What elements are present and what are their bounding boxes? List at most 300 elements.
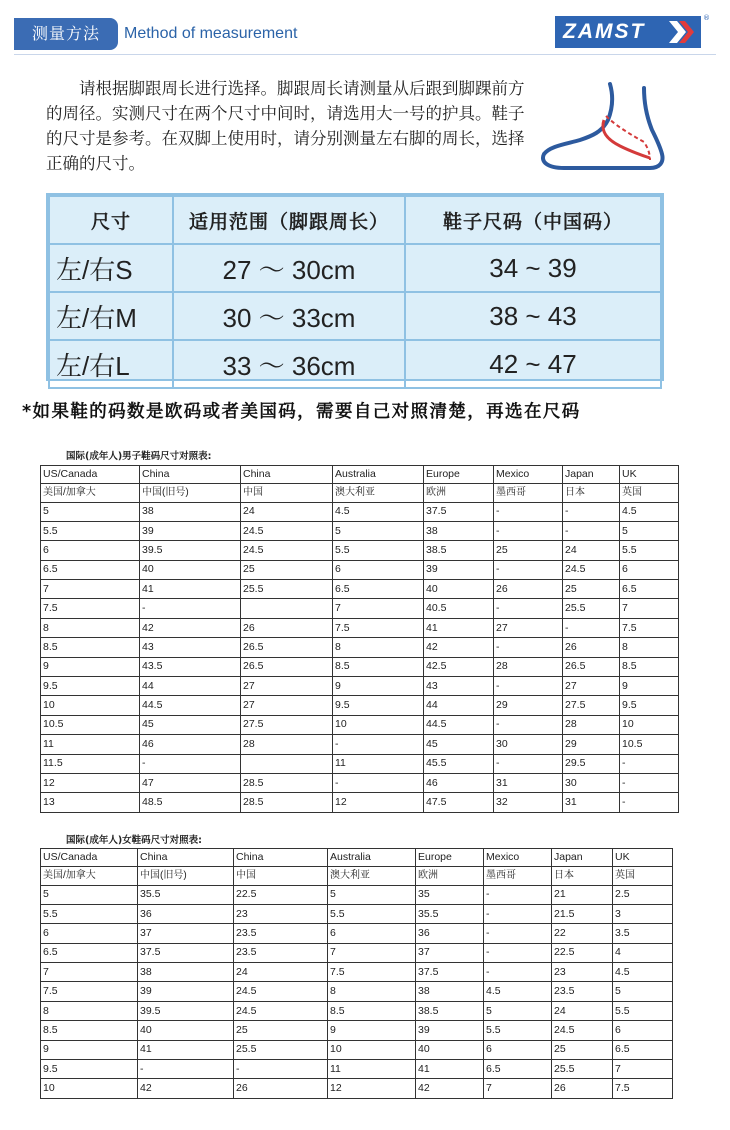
foot-measurement-illustration [540,80,668,175]
table-header-row [41,483,679,502]
size-shoe: 34 ~ 39 [405,244,661,292]
table-cell: 5.5 [41,521,140,540]
table-cell: 35.5 [416,904,484,923]
table-row [41,885,673,904]
table-cell: 27 [563,677,620,696]
table-cell: 26.5 [241,657,333,676]
brand-name: ZAMST [563,20,646,43]
table-cell: 7 [333,599,424,618]
table-cell: 8 [328,982,416,1001]
table-row [41,963,673,982]
table-cell: 48.5 [140,793,241,812]
table-cell [241,599,333,618]
table-cell: 9.5 [41,1060,138,1079]
table-cell: 9 [333,677,424,696]
table-cell [241,754,333,773]
table-cell: 38 [140,502,241,521]
table-cell: 5 [41,885,138,904]
table-cell: 4.5 [620,502,679,521]
table-cell: US/Canada [41,849,138,867]
table-header-row [41,849,673,867]
table-cell: - [563,521,620,540]
table-cell: 12 [328,1079,416,1098]
size-range: 33 ～ 36cm [173,340,405,388]
table-cell: 8.5 [333,657,424,676]
table-row [41,1040,673,1059]
table-row [41,1001,673,1020]
table-cell: 10 [333,715,424,734]
table-cell: 9 [620,677,679,696]
table-cell: 43 [140,638,241,657]
table-cell: 9.5 [333,696,424,715]
table-cell: 26 [563,638,620,657]
table-cell: 22.5 [234,885,328,904]
table-cell: 5 [484,1001,552,1020]
table-row [41,696,679,715]
table-cell: 27.5 [241,715,333,734]
table-cell: 5.5 [41,904,138,923]
table-row [41,943,673,962]
table-cell: 41 [416,1060,484,1079]
size-chart [46,193,664,381]
table-cell: 11 [333,754,424,773]
table-cell: 6.5 [41,560,140,579]
table-cell: - [620,754,679,773]
table-cell: 9.5 [41,677,140,696]
table-cell: Australia [333,466,424,484]
table-cell: 25.5 [563,599,620,618]
table-cell: 46 [140,735,241,754]
table-cell: 澳大利亚 [333,483,424,502]
table-cell: 24.5 [241,521,333,540]
table-cell: 10.5 [41,715,140,734]
table-cell: 5.5 [484,1021,552,1040]
table-cell: 25 [494,541,563,560]
table-header-row [41,466,679,484]
table-row [41,560,679,579]
table-cell: 45 [424,735,494,754]
intro-text [46,76,536,176]
table-cell: 24 [552,1001,613,1020]
table-cell: 39 [424,560,494,579]
table-cell: 英国 [613,866,673,885]
header-divider [14,54,716,55]
table-cell: 6 [333,560,424,579]
table-cell: - [333,735,424,754]
table-row [41,541,679,560]
table-cell: 墨西哥 [484,866,552,885]
table-cell: 3 [613,904,673,923]
table-cell: 38 [138,963,234,982]
size-shoe: 38 ~ 43 [405,292,661,340]
table-cell: - [620,793,679,812]
table-cell: 26.5 [241,638,333,657]
table-cell: 6 [41,924,138,943]
table-row [41,1021,673,1040]
table-cell: 22 [552,924,613,943]
table-cell: 澳大利亚 [328,866,416,885]
table-cell: 40 [140,560,241,579]
table-cell: 38 [424,521,494,540]
table-cell: 24.5 [234,1001,328,1020]
table-cell: 5.5 [333,541,424,560]
table-cell: 6.5 [484,1060,552,1079]
table-cell: 6 [484,1040,552,1059]
table-cell: 22.5 [552,943,613,962]
table-cell: 44.5 [140,696,241,715]
size-header-range: 适用范围（脚跟周长） [173,196,405,244]
table-cell: - [620,773,679,792]
table-cell: 8.5 [41,1021,138,1040]
table-cell: 5 [333,521,424,540]
table-cell: 24 [241,502,333,521]
table-cell: China [140,466,241,484]
table-row [41,793,679,812]
table-cell: 23.5 [552,982,613,1001]
header-title-en: Method of measurement [124,25,298,42]
table-cell: 7.5 [41,599,140,618]
table-cell: 5 [41,502,140,521]
table-row [41,1079,673,1098]
women-table-caption: 国际(成年人)女鞋码尺寸对照表: [66,835,202,846]
table-row [41,657,679,676]
table-cell: 6 [620,560,679,579]
table-cell: 6 [613,1021,673,1040]
table-row [41,580,679,599]
table-cell: 25.5 [234,1040,328,1059]
men-shoe-size-table [40,465,679,813]
table-cell: - [484,885,552,904]
table-cell: 9 [41,1040,138,1059]
table-cell: 28.5 [241,793,333,812]
table-cell: 36 [138,904,234,923]
table-cell: 42 [140,618,241,637]
table-cell: 5.5 [613,1001,673,1020]
table-row [41,754,679,773]
table-row [41,924,673,943]
table-cell: 23 [234,904,328,923]
size-label: 左/右S [49,244,173,292]
table-cell: China [138,849,234,867]
size-shoe: 42 ~ 47 [405,340,661,388]
table-cell: 39.5 [140,541,241,560]
table-cell: 6 [41,541,140,560]
table-row [41,502,679,521]
table-cell: 41 [138,1040,234,1059]
table-cell: 25 [234,1021,328,1040]
shoe-size-note: *如果鞋的码数是欧码或者美国码，需要自己对照清楚，再选在尺码 [22,402,581,422]
table-row [41,773,679,792]
table-cell: 39.5 [138,1001,234,1020]
table-cell: 7 [484,1079,552,1098]
table-cell: 23.5 [234,924,328,943]
size-header-shoe: 鞋子尺码（中国码） [405,196,661,244]
table-cell: 31 [494,773,563,792]
table-cell: 28 [563,715,620,734]
table-cell: 28 [241,735,333,754]
table-cell: 39 [140,521,241,540]
table-cell: 27.5 [563,696,620,715]
table-cell: 26 [494,580,563,599]
table-cell: 2.5 [613,885,673,904]
table-cell: - [140,599,241,618]
table-cell: 5 [328,885,416,904]
table-cell: 7.5 [613,1079,673,1098]
table-cell: 44.5 [424,715,494,734]
table-cell: 5 [613,982,673,1001]
table-cell: 3.5 [613,924,673,943]
table-cell: 44 [140,677,241,696]
table-cell: China [241,466,333,484]
table-cell: 30 [494,735,563,754]
size-range: 27 ～ 30cm [173,244,405,292]
table-cell: - [494,677,563,696]
table-cell: - [563,618,620,637]
table-cell: 40 [138,1021,234,1040]
table-cell: 38.5 [416,1001,484,1020]
table-cell: 42 [138,1079,234,1098]
table-cell: 7 [41,963,138,982]
table-cell: 36 [416,924,484,943]
table-cell: 26 [241,618,333,637]
table-cell: 6.5 [613,1040,673,1059]
table-cell: 25 [552,1040,613,1059]
table-cell: 42 [424,638,494,657]
table-cell: - [494,521,563,540]
table-cell: 43 [424,677,494,696]
size-label: 左/右L [49,340,173,388]
table-cell: 欧洲 [416,866,484,885]
table-cell: 24.5 [552,1021,613,1040]
table-cell: - [484,943,552,962]
header-tab-cn: 测量方法 [14,18,118,50]
table-row [41,618,679,637]
table-cell: 8.5 [328,1001,416,1020]
table-cell: - [484,924,552,943]
table-cell: 39 [416,1021,484,1040]
table-cell: 37.5 [138,943,234,962]
table-cell: 32 [494,793,563,812]
table-cell: 31 [563,793,620,812]
table-cell: 47.5 [424,793,494,812]
size-range: 30 ～ 33cm [173,292,405,340]
table-cell: - [484,963,552,982]
table-cell: 7.5 [620,618,679,637]
table-cell: 6 [328,924,416,943]
table-row [41,599,679,618]
table-cell: 25.5 [241,580,333,599]
size-header-size: 尺寸 [49,196,173,244]
table-row [41,735,679,754]
table-cell: - [494,638,563,657]
table-cell: 30 [563,773,620,792]
table-cell: 10 [41,696,140,715]
table-cell: 8 [41,1001,138,1020]
table-cell: 5 [620,521,679,540]
table-cell: 37 [416,943,484,962]
table-cell: 9 [41,657,140,676]
table-row [41,521,679,540]
table-cell: 8 [41,618,140,637]
table-cell: - [494,502,563,521]
table-cell: 45 [140,715,241,734]
table-cell: 11.5 [41,754,140,773]
table-cell: 25 [241,560,333,579]
table-cell: - [333,773,424,792]
brand-logo [555,16,701,48]
table-header-row [41,866,673,885]
table-cell: 39 [138,982,234,1001]
table-cell: 8 [620,638,679,657]
table-cell: UK [620,466,679,484]
table-row [41,904,673,923]
table-cell: 4.5 [613,963,673,982]
table-cell: 38 [416,982,484,1001]
table-cell: 27 [241,677,333,696]
table-cell: 13 [41,793,140,812]
table-cell: 中国(旧号) [140,483,241,502]
table-row [41,1060,673,1079]
table-cell: 35.5 [138,885,234,904]
table-cell: 28 [494,657,563,676]
table-cell: 25.5 [552,1060,613,1079]
table-cell: 8.5 [620,657,679,676]
table-cell: 8 [333,638,424,657]
size-label: 左/右M [49,292,173,340]
table-cell: 27 [241,696,333,715]
table-cell: 23.5 [234,943,328,962]
table-cell: 37.5 [416,963,484,982]
table-cell: 8.5 [41,638,140,657]
table-cell: 4.5 [333,502,424,521]
table-cell: 29.5 [563,754,620,773]
table-cell: 10 [328,1040,416,1059]
table-cell: 24 [563,541,620,560]
table-cell: 41 [140,580,241,599]
table-cell: 45.5 [424,754,494,773]
table-cell: 9 [328,1021,416,1040]
table-cell: 43.5 [140,657,241,676]
table-cell: 6.5 [333,580,424,599]
table-cell: 27 [494,618,563,637]
table-cell: 11 [328,1060,416,1079]
intro-paragraph: 请根据脚跟周长进行选择。脚跟周长请测量从后跟到脚踝前方的周径。实测尺寸在两个尺寸中间时，请选用大一号的护具。鞋子的尺寸是参考。在双脚上使用时，请分别测量左右脚的周长，选择正确的尺寸。 [46,79,525,173]
table-row [41,715,679,734]
table-cell: 42 [416,1079,484,1098]
table-cell: Europe [424,466,494,484]
table-cell: 24.5 [234,982,328,1001]
table-cell: 26 [552,1079,613,1098]
table-cell: 37.5 [424,502,494,521]
table-cell: 7.5 [328,963,416,982]
table-cell: 日本 [552,866,613,885]
table-cell: 5.5 [328,904,416,923]
table-cell: 26.5 [563,657,620,676]
table-cell: - [138,1060,234,1079]
table-cell: 7 [328,943,416,962]
table-cell: 29 [494,696,563,715]
table-cell: 中国 [234,866,328,885]
trademark-mark: ® [703,14,710,22]
table-cell: 墨西哥 [494,483,563,502]
table-cell: 9.5 [620,696,679,715]
table-cell: 日本 [563,483,620,502]
table-cell: 24 [234,963,328,982]
table-cell: China [234,849,328,867]
table-cell: 21 [552,885,613,904]
table-cell: 37 [138,924,234,943]
table-cell: 美国/加拿大 [41,866,138,885]
table-cell: 21.5 [552,904,613,923]
table-cell: 7.5 [41,982,138,1001]
table-cell: 44 [424,696,494,715]
table-cell: 24.5 [241,541,333,560]
table-cell: 26 [234,1079,328,1098]
table-cell: 25 [563,580,620,599]
table-cell: 中国(旧号) [138,866,234,885]
table-cell: 7 [613,1060,673,1079]
table-cell: 41 [424,618,494,637]
size-row-s [49,244,661,292]
table-cell: - [494,599,563,618]
table-cell: 6.5 [620,580,679,599]
table-cell: 4.5 [484,982,552,1001]
table-cell: - [484,904,552,923]
table-cell: 英国 [620,483,679,502]
table-cell: 35 [416,885,484,904]
table-cell: 47 [140,773,241,792]
table-row [41,677,679,696]
table-cell: - [140,754,241,773]
table-cell: 7.5 [333,618,424,637]
table-cell: 38.5 [424,541,494,560]
table-cell: 10.5 [620,735,679,754]
table-cell: 10 [620,715,679,734]
table-cell: - [494,715,563,734]
table-cell: US/Canada [41,466,140,484]
men-table-caption: 国际(成年人)男子鞋码尺寸对照表: [66,451,212,462]
table-cell: 10 [41,1079,138,1098]
table-cell: Mexico [494,466,563,484]
table-cell: - [234,1060,328,1079]
size-row-l [49,340,661,388]
table-cell: 12 [41,773,140,792]
table-cell: 28.5 [241,773,333,792]
table-cell: UK [613,849,673,867]
table-cell: 23 [552,963,613,982]
table-cell: 5.5 [620,541,679,560]
table-cell: 40 [416,1040,484,1059]
women-shoe-size-table [40,848,673,1099]
table-cell: 中国 [241,483,333,502]
table-cell: Australia [328,849,416,867]
table-cell: Japan [563,466,620,484]
page-header [0,14,730,56]
table-cell: 12 [333,793,424,812]
table-cell: Europe [416,849,484,867]
table-cell: 美国/加拿大 [41,483,140,502]
table-cell: 24.5 [563,560,620,579]
table-cell: 46 [424,773,494,792]
table-row [41,982,673,1001]
table-cell: Mexico [484,849,552,867]
table-cell: - [563,502,620,521]
table-cell: Japan [552,849,613,867]
table-cell: 4 [613,943,673,962]
table-cell: 欧洲 [424,483,494,502]
table-cell: 42.5 [424,657,494,676]
table-cell: 40.5 [424,599,494,618]
